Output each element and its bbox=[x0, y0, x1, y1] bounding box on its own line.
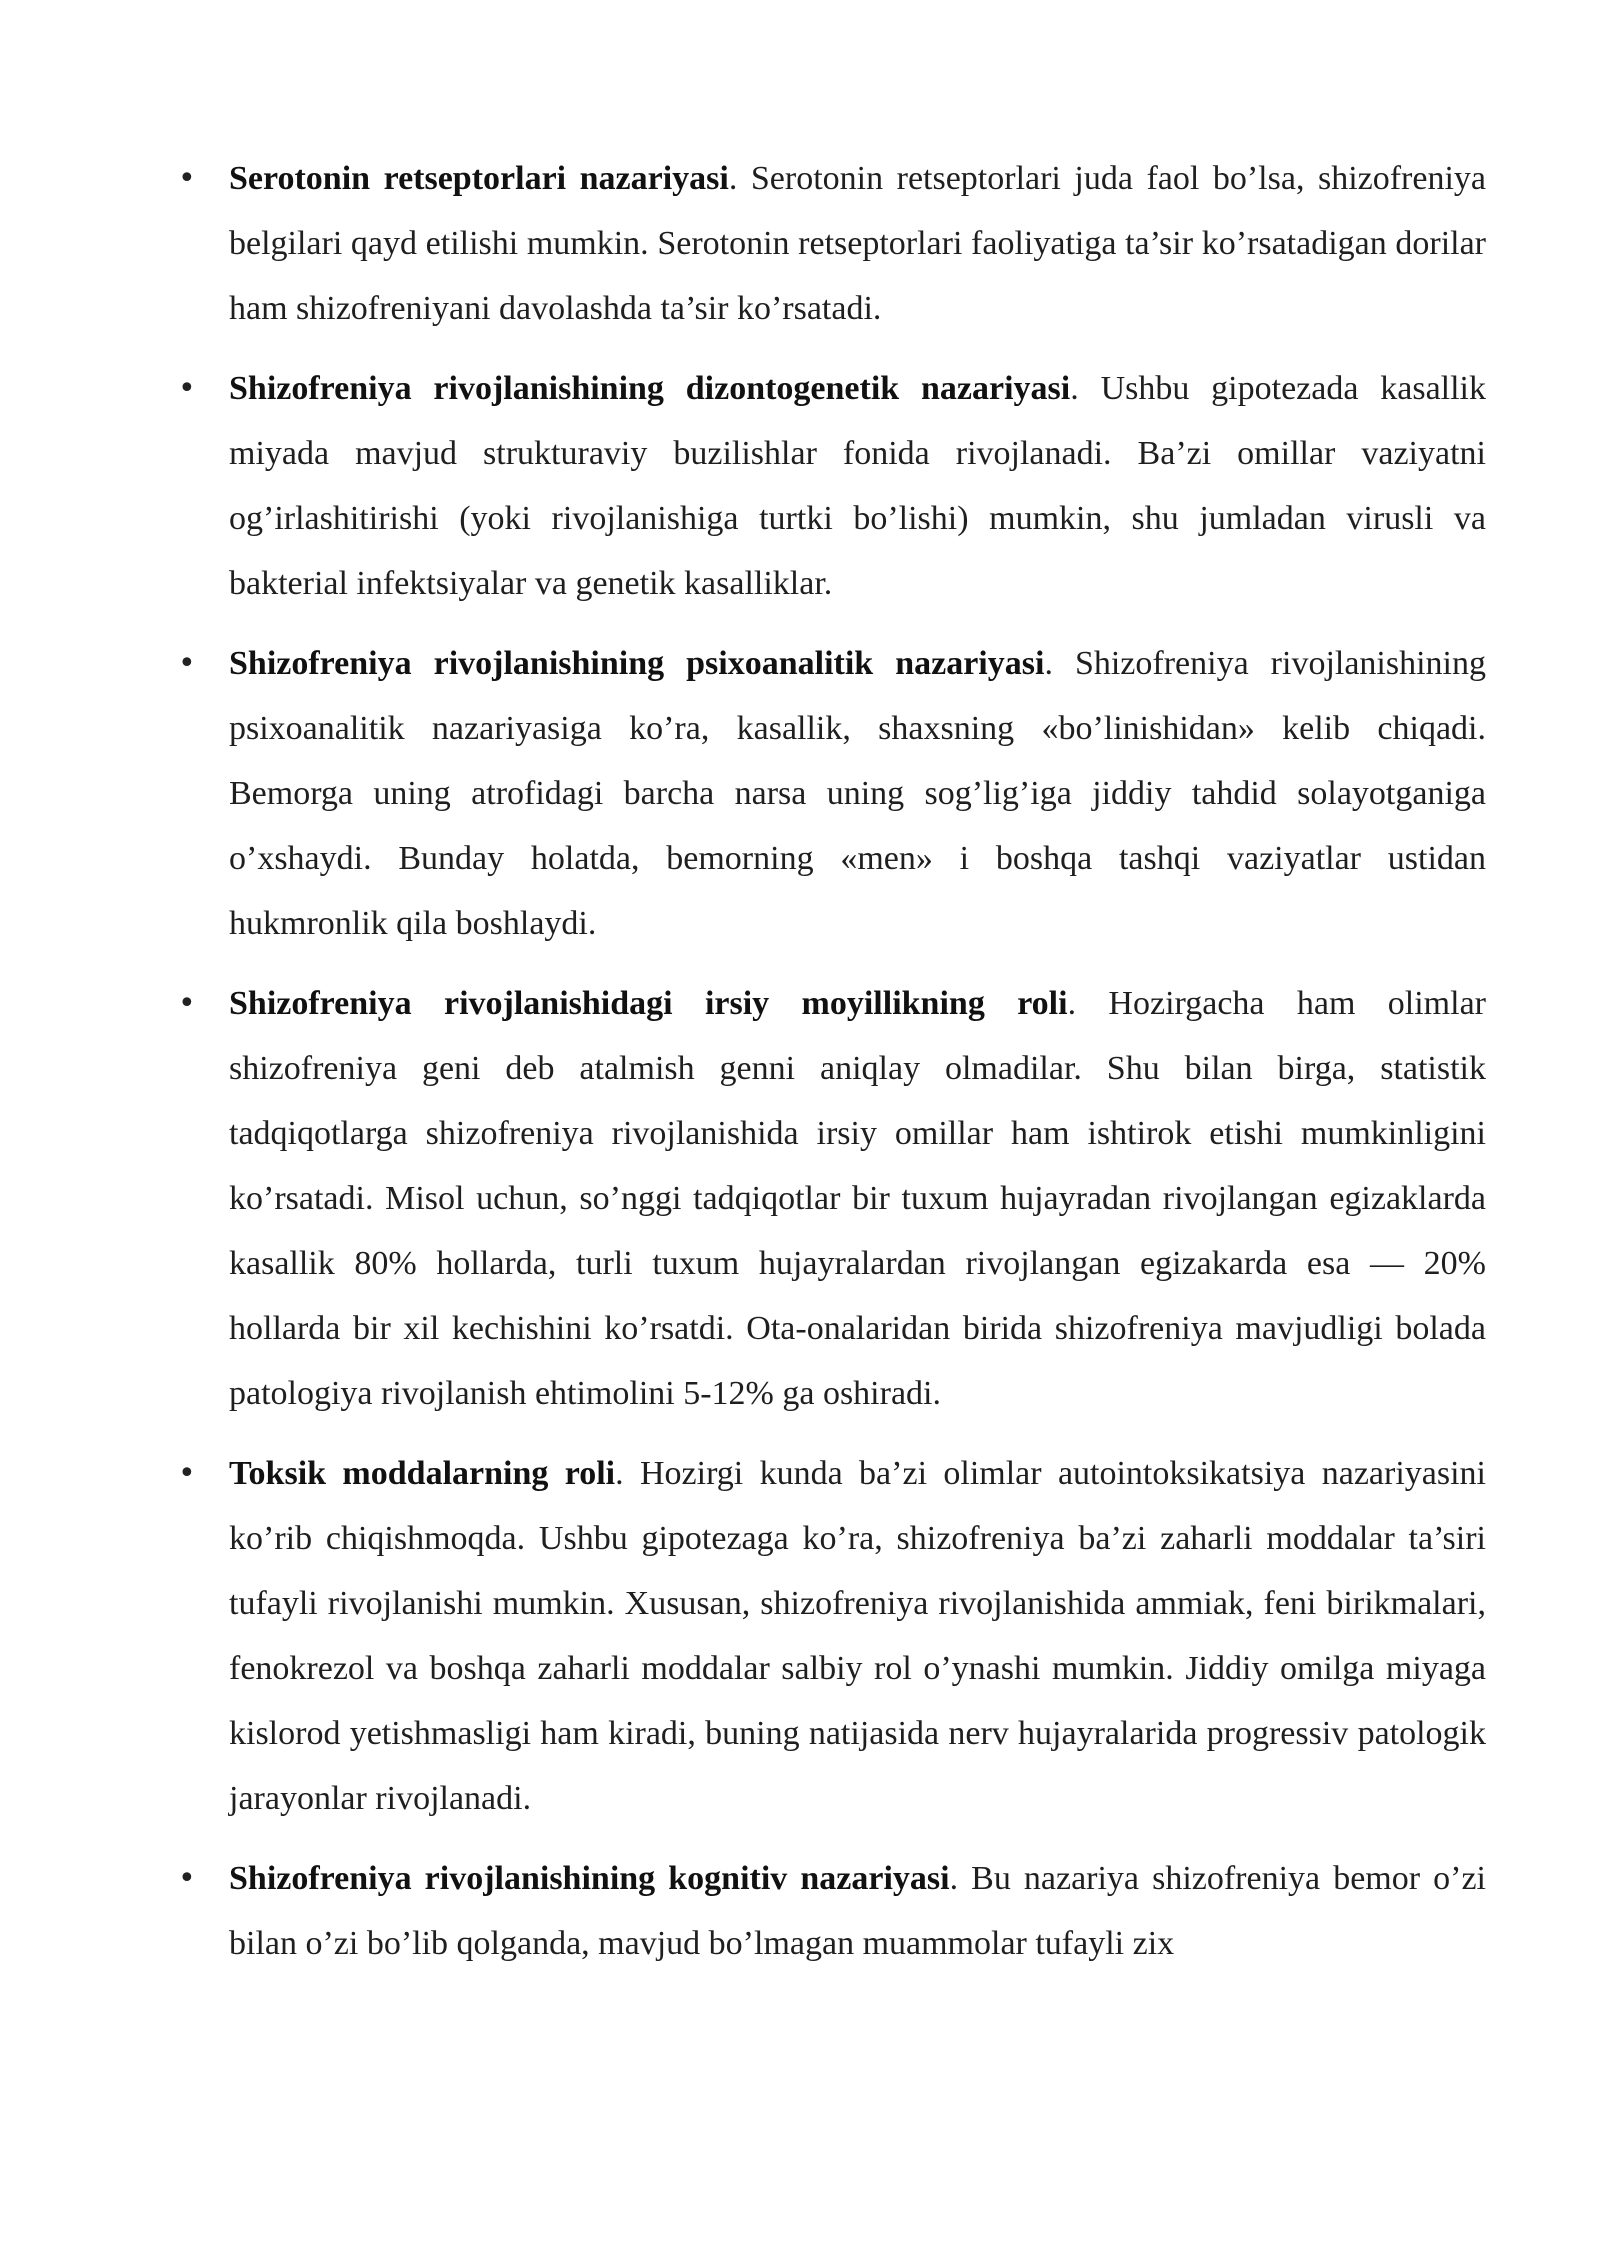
list-item bbox=[178, 356, 1487, 616]
theories-bullet-list bbox=[178, 146, 1487, 1991]
item-title: Shizofreniya rivojlanishining psixoanalitik nazariyasi bbox=[229, 645, 1045, 682]
bullet-icon: • bbox=[178, 1861, 196, 1896]
item-title-period: . bbox=[949, 1860, 959, 1897]
bullet-icon: • bbox=[178, 371, 196, 406]
bullet-icon: • bbox=[178, 646, 196, 681]
bullet-icon: • bbox=[178, 161, 196, 196]
item-text: Ushbu gipotezada kasallik miyada mavjud strukturaviy buzilishlar fonida rivojlanadi. Ba’zi omillar vaziyatni og’irlashitirishi (yoki rivojlanishiga turtki bo’lishi) mumkin, shu jumladan virusli va bakterial infektsiyalar va genetik kasalliklar. bbox=[229, 370, 1487, 602]
bullet-icon: • bbox=[178, 1456, 196, 1491]
item-text: Serotonin retseptorlari juda faol bo’lsa, shizofreniya belgilari qayd etilishi mumkin. Serotonin retseptorlari faoliyatiga ta’sir ko’rsatadigan dorilar ham shizofreniyani davolashda ta’sir ko’rsatadi. bbox=[229, 160, 1487, 327]
item-title-period: . bbox=[728, 160, 738, 197]
item-title-period: . bbox=[615, 1455, 624, 1492]
item-title: Serotonin retseptorlari nazariyasi bbox=[229, 160, 729, 197]
list-item bbox=[178, 1846, 1486, 1976]
item-text: Shizofreniya rivojlanishining psixoanalitik nazariyasiga ko’ra, kasallik, shaxsning «bo’linishidan» kelib chiqadi. Bemorga uning atrofidagi barcha narsa uning sog’lig’iga jiddiy tahdid solayotganiga o’xshaydi. Bunday holatda, bemorning «men» i boshqa tashqi vaziyatlar ustidan hukmronlik qila boshlaydi. bbox=[229, 645, 1486, 942]
bullet-icon: • bbox=[178, 986, 196, 1021]
list-item bbox=[178, 971, 1486, 1426]
item-title: Shizofreniya rivojlanishining dizontogenetik nazariyasi bbox=[229, 370, 1071, 407]
list-item bbox=[178, 631, 1486, 956]
item-title: Shizofreniya rivojlanishidagi irsiy moyillikning roli bbox=[229, 985, 1068, 1022]
item-text: Hozirgacha ham olimlar shizofreniya geni deb atalmish genni aniqlay olmadilar. Shu bilan birga, statistik tadqiqotlarga shizofreniya rivojlanishida irsiy omillar ham ishtirok etishi mumkinligini ko’rsatadi. Misol uchun, so’nggi tadqiqotlar bir tuxum hujayradan rivojlangan egizaklarda kasallik 80% hollarda, turli tuxum hujayralardan rivojlangan egizakarda esa — 20% hollarda bir xil kechishini ko’rsatdi. Ota-onalaridan birida shizofreniya mavjudligi bolada patologiya rivojlanish ehtimolini 5-12% ga oshiradi. bbox=[229, 985, 1486, 1412]
item-title: Shizofreniya rivojlanishining kognitiv nazariyasi bbox=[229, 1860, 950, 1897]
item-title: Toksik moddalarning roli bbox=[229, 1455, 616, 1492]
item-title-period: . bbox=[1067, 985, 1077, 1022]
item-text: Bu nazariya shizofreniya bemor o’zi bilan o’zi bo’lib qolganda, mavjud bo’lmagan muammolar tufayli zix bbox=[229, 1860, 1486, 1962]
list-item bbox=[178, 1441, 1486, 1831]
item-title-period: . bbox=[1044, 645, 1053, 682]
item-text: Hozirgi kunda ba’zi olimlar autointoksikatsiya nazariyasini ko’rib chiqishmoqda. Ushbu gipotezaga ko’ra, shizofreniya ba’zi zaharli moddalar ta’siri tufayli rivojlanishi mumkin. Xususan, shizofreniya rivojlanishida ammiak, feni birikmalari, fenokrezol va boshqa zaharli moddalar salbiy rol o’ynashi mumkin. Jiddiy omilga miyaga kislorod yetishmasligi ham kiradi, buning natijasida nerv hujayralarida progressiv patologik jarayonlar rivojlanadi. bbox=[229, 1455, 1486, 1817]
item-title-period: . bbox=[1070, 370, 1079, 407]
list-item bbox=[178, 146, 1487, 341]
